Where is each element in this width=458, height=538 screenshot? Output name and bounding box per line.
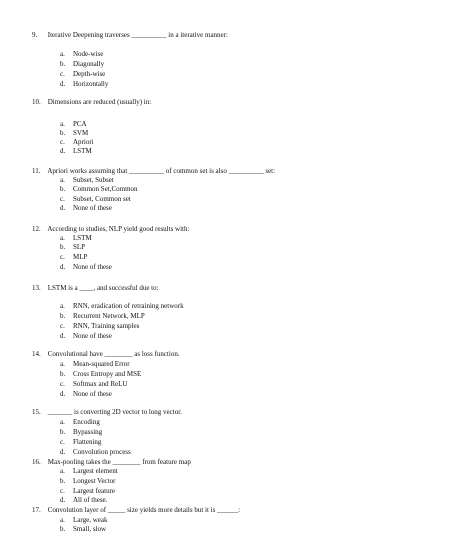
option: c. Apriori xyxy=(60,138,94,146)
question-text: According to studies, NLP yield good results with: xyxy=(47,225,190,233)
question-number: 10. xyxy=(32,98,41,106)
option: b. Longest Vector xyxy=(60,477,116,485)
option: a. Mean-squared Error xyxy=(60,360,130,368)
question-number: 14. xyxy=(32,350,41,358)
question-9 xyxy=(32,31,228,39)
option: d. None of these xyxy=(60,204,112,212)
question-14 xyxy=(32,350,180,358)
option: d. None of these xyxy=(60,390,112,398)
option: b. SLP xyxy=(60,243,86,251)
option: d. LSTM xyxy=(60,147,92,155)
option: b. Bypassing xyxy=(60,428,103,436)
option: a. Largest element xyxy=(60,467,118,475)
question-number: 13. xyxy=(32,284,41,292)
question-text: LSTM is a ____, and successful due to: xyxy=(47,284,159,292)
option: b. Diagonally xyxy=(60,60,105,68)
question-number: 9. xyxy=(32,31,38,39)
question-13 xyxy=(32,284,159,292)
option: b. Cross Entropy and MSE xyxy=(60,370,142,378)
option: d. None of these xyxy=(60,263,112,271)
question-number: 16. xyxy=(32,458,41,466)
option: c. MLP xyxy=(60,253,88,261)
question-number: 11. xyxy=(32,167,41,175)
question-text: Apriori works assuming that __________ of common set is also __________ set: xyxy=(47,167,276,175)
option: c. Softmax and ReLU xyxy=(60,380,128,388)
option: b. Small, slow xyxy=(60,525,107,533)
option: a. Large, weak xyxy=(60,516,108,524)
question-text: Convolution layer of _____ size yields more details but it is ______: xyxy=(47,506,241,514)
question-text: Convolutional have ________ as loss function. xyxy=(47,350,180,358)
option: d. Convolution process xyxy=(60,448,131,456)
question-text: Iterative Deepening traverses __________ in a iterative manner: xyxy=(47,31,228,39)
option: c. Depth-wise xyxy=(60,70,106,78)
option: a. LSTM xyxy=(60,234,92,242)
question-10 xyxy=(32,98,151,106)
option: d. None of these xyxy=(60,332,112,340)
option: a. RNN, eradication of retraining network xyxy=(60,302,184,310)
option: a. Subset, Subset xyxy=(60,176,114,184)
question-number: 15. xyxy=(32,408,41,416)
option: b. SVM xyxy=(60,129,89,137)
option: b. Recurrent Network, MLP xyxy=(60,312,145,320)
question-text: Dimensions are reduced (usually) in: xyxy=(47,98,152,106)
option: d. All of these. xyxy=(60,496,108,504)
option: a. Encoding xyxy=(60,418,100,426)
question-text: Max-pooling takes the ________ from feature map xyxy=(47,458,191,466)
question-number: 17. xyxy=(32,506,41,514)
question-17 xyxy=(32,506,240,514)
question-12 xyxy=(32,225,189,233)
option: c. Flattening xyxy=(60,438,102,446)
option: a. Node-wise xyxy=(60,50,104,58)
option: c. Subset, Common set xyxy=(60,195,131,203)
option: d. Horizontally xyxy=(60,80,109,88)
option: c. RNN, Training samples xyxy=(60,322,140,330)
question-16 xyxy=(32,458,191,466)
option: c. Largest feature xyxy=(60,487,116,495)
question-text: _______ is converting 2D vector to long vector. xyxy=(47,408,182,416)
question-15 xyxy=(32,408,182,416)
question-11 xyxy=(32,167,275,175)
option: a. PCA xyxy=(60,120,87,128)
question-number: 12. xyxy=(32,225,41,233)
option: b. Common Set,Common xyxy=(60,185,138,193)
